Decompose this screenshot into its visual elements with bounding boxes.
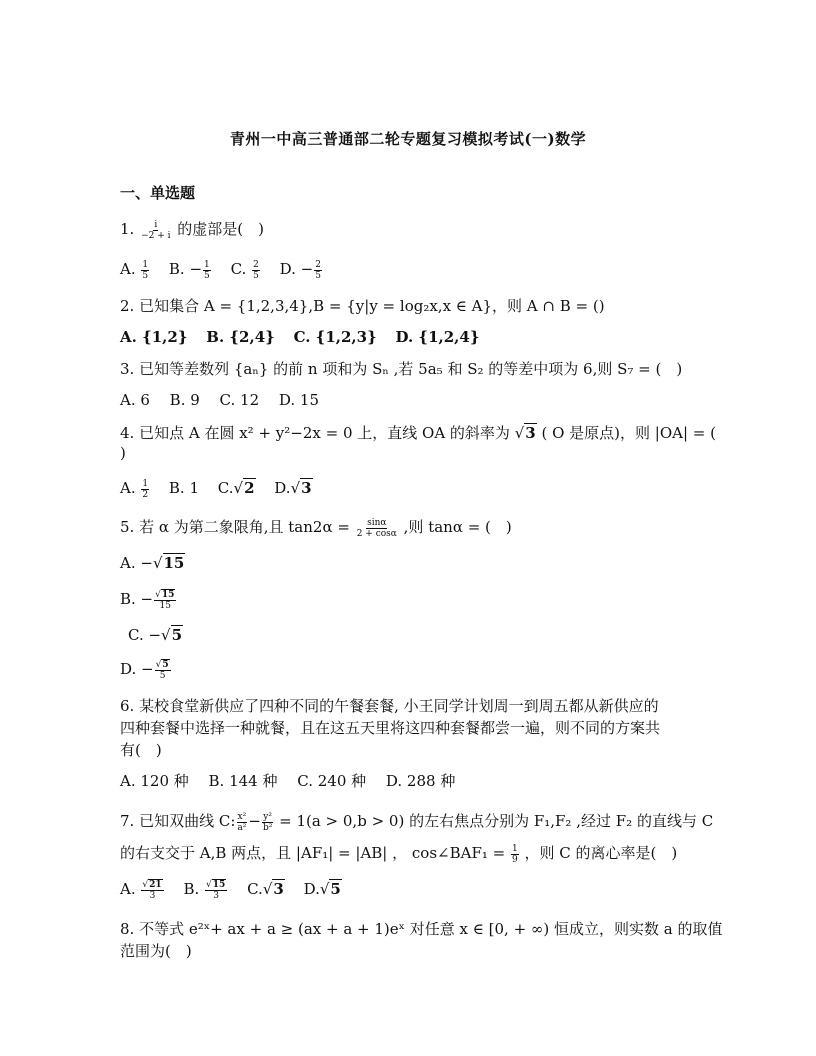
question-7-line-2: 的右支交于 A,B 两点，且 |AF₁| = |AB| ， cos∠BAF₁ = $\frac{1}{9}$ ，则 C 的离心率是( ) <box>120 843 678 865</box>
question-8-line-1: 8. 不等式 e²ˣ+ ax + a ≥ (ax + a + 1)eˣ 对任意 x ∈ [0, + ∞) 恒成立，则实数 a 的取值 <box>120 920 723 938</box>
question-8-line-2: 范围为( ) <box>120 942 192 960</box>
question-4-options: A. $\frac{1}{2}$ B. 1 C.√2 D.√3 <box>120 478 312 500</box>
question-5-stem: 5. 若 α 为第二象限角,且 tan2α = $\frac{\sin\alpha}{2 + \cos\alpha}$ ,则 tanα = ( ) <box>120 517 512 539</box>
question-2-options: A. {1,2} B. {2,4} C. {1,2,3} D. {1,2,4} <box>120 328 480 346</box>
question-7-options: A. $\frac{√21}{3}$ B. $\frac{√15}{3}$ C.√3 D.√5 <box>120 879 341 901</box>
question-4-stem-cont: ) <box>120 444 126 462</box>
question-4-stem: 4. 已知点 A 在圆 x² + y²−2x = 0 上，直线 OA 的斜率为 √3 ( O 是原点)，则 |OA| = ( <box>120 424 717 442</box>
question-6-line-2: 四种套餐中选择一种就餐，且在这五天里将这四种套餐都尝一遍，则不同的方案共 <box>120 719 661 737</box>
question-2-stem: 2. 已知集合 A = {1,2,3,4},B = {y|y = log₂x,x ∈ A}，则 A ∩ B = () <box>120 297 605 315</box>
page-title: 青州一中高三普通部二轮专题复习模拟考试(一)数学 <box>229 130 587 148</box>
question-5-option-b: B. − $\frac{√15}{15}$ <box>120 589 175 611</box>
question-1-options: A. $\frac{1}{5}$ B. − $\frac{1}{5}$ C. $\frac{2}{5}$ D. − $\frac{2}{5}$ <box>120 259 321 281</box>
question-3-stem: 3. 已知等差数列 {aₙ} 的前 n 项和为 Sₙ ,若 5a₅ 和 S₂ 的等差中项为 6,则 S₇ = ( ) <box>120 360 683 378</box>
section-heading: 一、单选题 <box>120 184 196 202</box>
question-7-line-1: 7. 已知双曲线 C: $\frac{\text{x²}}{\text{a²}}$ − $\frac{\text{y²}}{\text{b²}}$ = 1(a > 0,b > 0) 的左右焦点分别为 F₁,F₂ ,经过 F₂ 的直线与 C <box>120 811 714 833</box>
question-6-options: A. 120 种 B. 144 种 C. 240 种 D. 288 种 <box>120 772 456 790</box>
question-5-option-c: C. −√5 <box>128 626 183 644</box>
question-5-option-a: A. −√15 <box>120 554 185 572</box>
question-1-stem: 1. $\frac{i}{-2 + i}$ 的虚部是( ) <box>120 219 265 241</box>
question-6-line-3: 有( ) <box>120 741 162 759</box>
question-6-line-1: 6. 某校食堂新供应了四种不同的午餐套餐, 小王同学计划周一到周五都从新供应的 <box>120 697 659 715</box>
question-5-option-d: D. − $\frac{√5}{5}$ <box>120 659 169 681</box>
fraction: $\frac{i}{-2 + i}$ <box>141 219 171 241</box>
question-3-options: A. 6 B. 9 C. 12 D. 15 <box>120 391 319 409</box>
